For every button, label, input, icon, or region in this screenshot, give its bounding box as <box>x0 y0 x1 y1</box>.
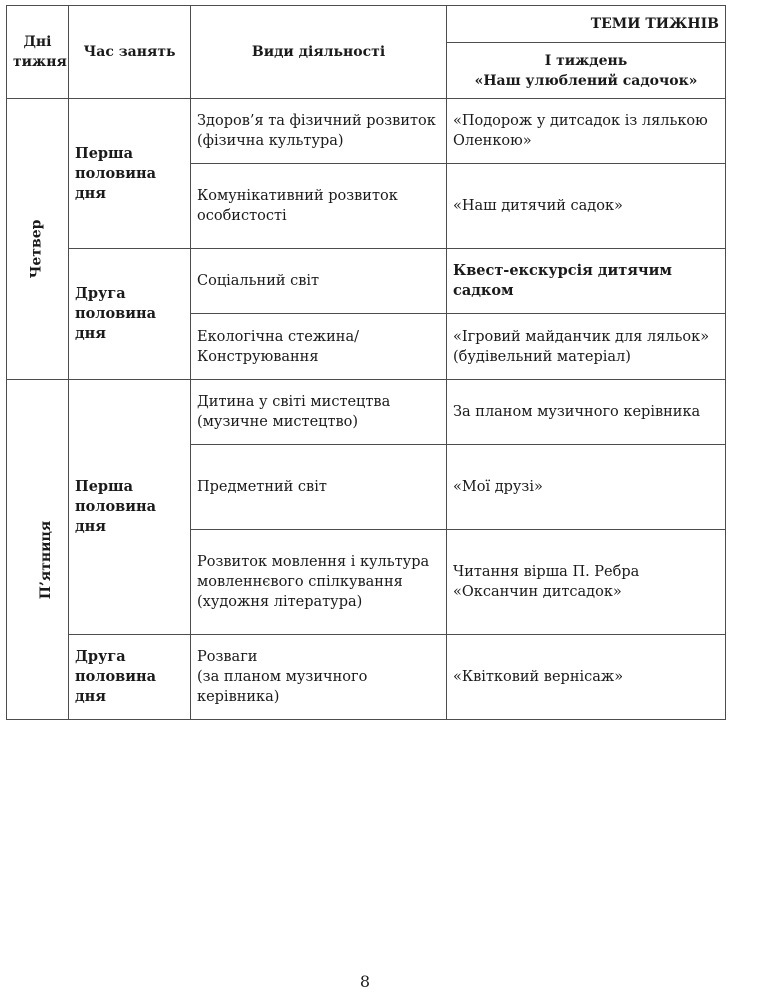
table-row <box>7 635 726 720</box>
theme-cell: «Ігровий майданчик для ляльок» (будівельний матеріал) <box>447 314 726 380</box>
table-row <box>7 99 726 164</box>
header-themes: ТЕМИ ТИЖНІВ <box>447 6 726 43</box>
activity-cell: Комунікативний розвиток особистості <box>191 164 447 249</box>
activity-cell: Розваги (за планом музичного керівника) <box>191 635 447 720</box>
schedule-table <box>6 5 726 720</box>
activity-cell: Дитина у світі мистецтва (музичне мистецтво) <box>191 380 447 445</box>
theme-cell: «Подорож у дитсадок із лялькою Оленкою» <box>447 99 726 164</box>
time-second-half: Друга половина дня <box>69 249 191 380</box>
header-days: Дні тижня <box>7 6 69 99</box>
theme-cell: «Квітковий вернісаж» <box>447 635 726 720</box>
theme-cell: Квест-екскурсія дитячим садком <box>447 249 726 314</box>
header-time: Час занять <box>69 6 191 99</box>
activity-cell: Предметний світ <box>191 445 447 530</box>
day-label: П’ятниця <box>38 520 55 599</box>
activity-cell: Здоров’я та фізичний розвиток (фізична культура) <box>191 99 447 164</box>
header-week: І тиждень «Наш улюблений садочок» <box>447 43 726 99</box>
table-row <box>7 380 726 445</box>
theme-cell: «Мої друзі» <box>447 445 726 530</box>
activity-cell: Соціальний світ <box>191 249 447 314</box>
theme-cell: За планом музичного керівника <box>447 380 726 445</box>
day-thursday <box>7 99 69 380</box>
activity-cell: Розвиток мовлення і культура мовленнєвого спілкування (художня література) <box>191 530 447 635</box>
header-activities: Види діяльності <box>191 6 447 99</box>
day-label: Четвер <box>28 219 45 279</box>
time-first-half: Перша половина дня <box>69 99 191 249</box>
activity-cell: Екологічна стежина/ Конструювання <box>191 314 447 380</box>
theme-cell: Читання вірша П. Ребра «Оксанчин дитсадок» <box>447 530 726 635</box>
theme-cell: «Наш дитячий садок» <box>447 164 726 249</box>
day-friday <box>7 380 69 720</box>
table-row <box>7 249 726 314</box>
time-second-half: Друга половина дня <box>69 635 191 720</box>
time-first-half: Перша половина дня <box>69 380 191 635</box>
page-number: 8 <box>359 972 371 991</box>
